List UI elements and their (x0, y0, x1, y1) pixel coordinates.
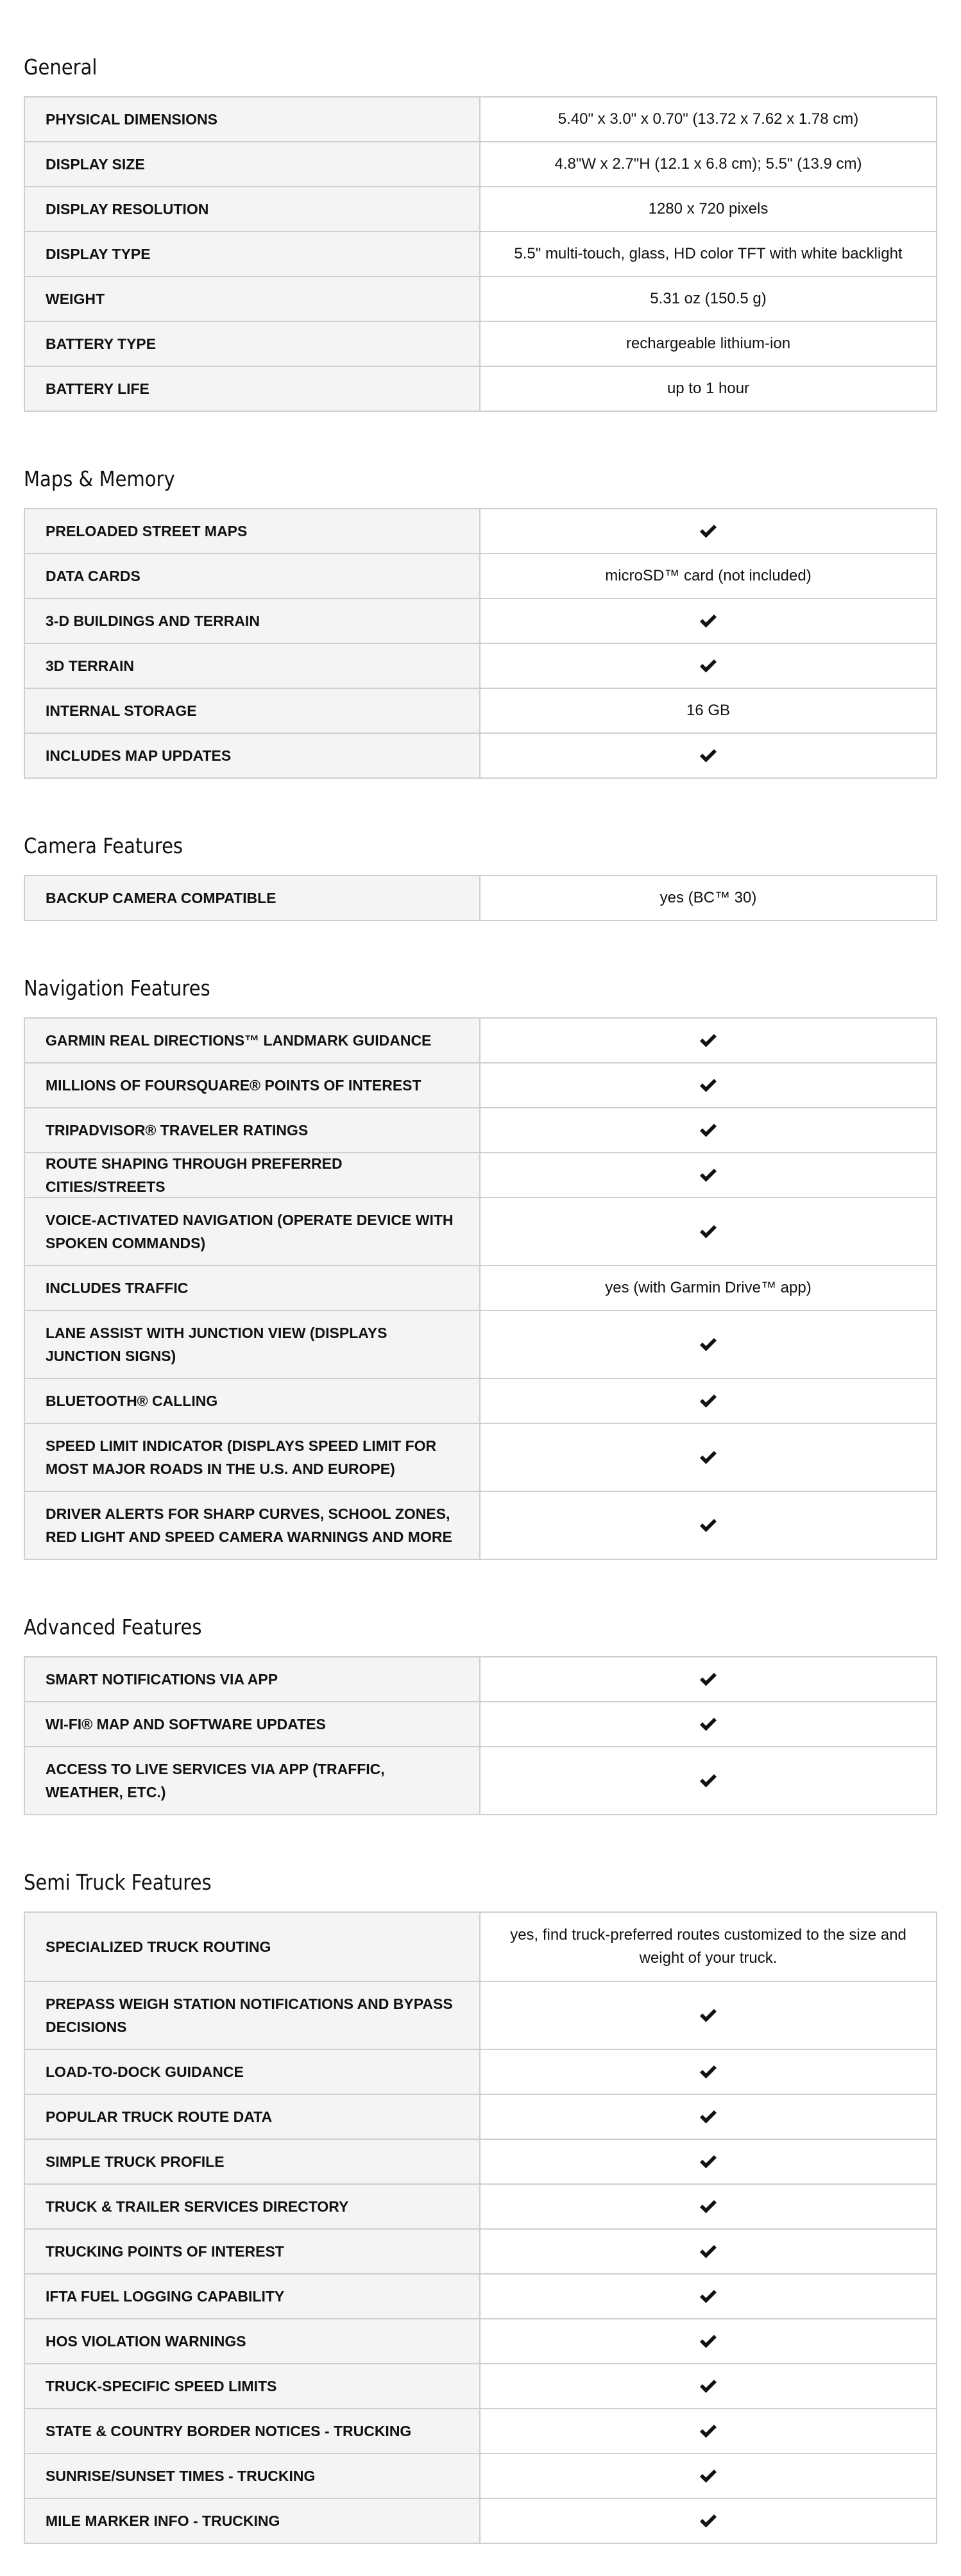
check-icon (699, 1168, 717, 1182)
spec-label: TRUCK-SPECIFIC SPEED LIMITS (25, 2364, 480, 2408)
spec-value: 5.5" multi-touch, glass, HD color TFT with white backlight (514, 245, 903, 262)
spec-row (25, 1746, 936, 1814)
spec-row (25, 2049, 936, 2094)
spec-value: 1280 x 720 pixels (648, 200, 769, 217)
spec-value: rechargeable lithium-ion (625, 335, 791, 352)
check-icon (699, 2199, 717, 2214)
section-advanced-features (24, 1598, 937, 1815)
section-title: Semi Truck Features (24, 1870, 212, 1895)
spec-value: 16 GB (686, 702, 731, 719)
spec-row (25, 2453, 936, 2498)
check-icon (699, 524, 717, 538)
spec-label: BLUETOOTH® CALLING (25, 1379, 480, 1423)
spec-value (480, 2275, 936, 2318)
spec-label: TRIPADVISOR® TRAVELER RATINGS (25, 1108, 480, 1152)
spec-label: SMART NOTIFICATIONS VIA APP (25, 1657, 480, 1701)
spec-label: 3D TERRAIN (25, 644, 480, 688)
check-icon (699, 2244, 717, 2258)
spec-label: DISPLAY RESOLUTION (25, 187, 480, 231)
spec-value (480, 1747, 936, 1814)
spec-label: LANE ASSIST WITH JUNCTION VIEW (DISPLAYS JUNCTION SIGNS) (25, 1311, 480, 1378)
spec-table (24, 1017, 937, 1560)
spec-row (25, 97, 936, 141)
spec-label: DATA CARDS (25, 554, 480, 598)
spec-label: MILE MARKER INFO - TRUCKING (25, 2499, 480, 2543)
spec-row (25, 1152, 936, 1197)
spec-row (25, 2228, 936, 2273)
spec-table (24, 96, 937, 412)
spec-row (25, 1265, 936, 1310)
spec-value (480, 2499, 936, 2543)
spec-value: yes, find truck-preferred routes customized to the size and weight of your truck. (510, 1926, 906, 1967)
spec-label: DRIVER ALERTS FOR SHARP CURVES, SCHOOL ZONES, RED LIGHT AND SPEED CAMERA WARNINGS AND MORE (25, 1492, 480, 1559)
spec-row (25, 2498, 936, 2543)
spec-value (480, 1657, 936, 1701)
spec-label: POPULAR TRUCK ROUTE DATA (25, 2095, 480, 2139)
check-icon (699, 2334, 717, 2348)
spec-value (480, 2095, 936, 2139)
spec-row (25, 2408, 936, 2453)
spec-value (480, 2230, 936, 2273)
section-camera-features (24, 817, 937, 921)
spec-value (480, 2364, 936, 2408)
spec-row (25, 2139, 936, 2183)
spec-value (480, 509, 936, 553)
spec-value (480, 1982, 936, 2049)
spec-value (480, 1311, 936, 1378)
spec-value (480, 2409, 936, 2453)
spec-label: TRUCKING POINTS OF INTEREST (25, 2230, 480, 2273)
spec-row (25, 321, 936, 366)
spec-label: SIMPLE TRUCK PROFILE (25, 2140, 480, 2183)
spec-value (480, 1198, 936, 1265)
check-icon (699, 1224, 717, 1239)
check-icon (699, 1450, 717, 1464)
spec-label: SPECIALIZED TRUCK ROUTING (25, 1913, 480, 1981)
spec-row (25, 876, 936, 920)
check-icon (699, 2008, 717, 2022)
spec-row (25, 2363, 936, 2408)
spec-label: IFTA FUEL LOGGING CAPABILITY (25, 2275, 480, 2318)
spec-row (25, 2318, 936, 2363)
spec-value: 5.31 oz (150.5 g) (650, 290, 767, 307)
spec-value (480, 2319, 936, 2363)
spec-label: BATTERY LIFE (25, 367, 480, 411)
check-icon (699, 2155, 717, 2169)
spec-value: up to 1 hour (667, 380, 750, 397)
spec-value (480, 599, 936, 643)
spec-label: WEIGHT (25, 277, 480, 321)
spec-row (25, 2273, 936, 2318)
check-icon (699, 1033, 717, 1047)
spec-label: WI-FI® MAP AND SOFTWARE UPDATES (25, 1702, 480, 1746)
spec-row (25, 1378, 936, 1423)
spec-label: INCLUDES TRAFFIC (25, 1266, 480, 1310)
spec-row (25, 1657, 936, 1701)
check-icon (699, 2110, 717, 2124)
spec-table (24, 1656, 937, 1815)
check-icon (699, 1337, 717, 1352)
spec-label: PREPASS WEIGH STATION NOTIFICATIONS AND BYPASS DECISIONS (25, 1982, 480, 2049)
section-title: General (24, 55, 98, 80)
spec-value: yes (with Garmin Drive™ app) (605, 1279, 812, 1296)
check-icon (699, 2289, 717, 2303)
spec-row (25, 1062, 936, 1107)
spec-value (480, 1702, 936, 1746)
check-icon (699, 2424, 717, 2438)
spec-table (24, 1911, 937, 2544)
check-icon (699, 2514, 717, 2528)
spec-row (25, 141, 936, 186)
spec-row (25, 1491, 936, 1559)
spec-row (25, 1981, 936, 2049)
spec-value (480, 1108, 936, 1152)
check-icon (699, 2065, 717, 2079)
spec-label: ROUTE SHAPING THROUGH PREFERRED CITIES/STREETS (25, 1153, 480, 1197)
check-icon (699, 1774, 717, 1788)
spec-label: INCLUDES MAP UPDATES (25, 734, 480, 777)
spec-label: ACCESS TO LIVE SERVICES VIA APP (TRAFFIC, WEATHER, ETC.) (25, 1747, 480, 1814)
check-icon (699, 614, 717, 628)
spec-value (480, 2185, 936, 2228)
spec-label: LOAD-TO-DOCK GUIDANCE (25, 2050, 480, 2094)
spec-label: HOS VIOLATION WARNINGS (25, 2319, 480, 2363)
spec-row (25, 598, 936, 643)
spec-label: BATTERY TYPE (25, 322, 480, 366)
section-semi-truck-features (24, 1854, 937, 2544)
spec-label: MILLIONS OF FOURSQUARE® POINTS OF INTEREST (25, 1063, 480, 1107)
spec-row (25, 2094, 936, 2139)
spec-value (480, 2050, 936, 2094)
spec-value (480, 1063, 936, 1107)
check-icon (699, 1123, 717, 1137)
check-icon (699, 749, 717, 763)
spec-label: SUNRISE/SUNSET TIMES - TRUCKING (25, 2454, 480, 2498)
spec-row (25, 1019, 936, 1062)
spec-value (480, 1492, 936, 1559)
spec-value: 5.40" x 3.0" x 0.70" (13.72 x 7.62 x 1.78 cm) (557, 110, 859, 128)
section-maps-memory (24, 450, 937, 779)
spec-value: 4.8"W x 2.7"H (12.1 x 6.8 cm); 5.5" (13.9 cm) (554, 155, 862, 173)
spec-value: microSD™ card (not included) (605, 567, 812, 584)
spec-row (25, 1107, 936, 1152)
spec-label: INTERNAL STORAGE (25, 689, 480, 733)
check-icon (699, 1672, 717, 1686)
spec-label: DISPLAY TYPE (25, 232, 480, 276)
spec-row (25, 1913, 936, 1981)
spec-label: GARMIN REAL DIRECTIONS™ LANDMARK GUIDANCE (25, 1019, 480, 1062)
spec-row (25, 553, 936, 598)
section-title: Navigation Features (24, 976, 210, 1001)
spec-value: yes (BC™ 30) (659, 889, 757, 906)
spec-value (480, 1424, 936, 1491)
check-icon (699, 2379, 717, 2393)
spec-row (25, 231, 936, 276)
spec-label: STATE & COUNTRY BORDER NOTICES - TRUCKING (25, 2409, 480, 2453)
section-navigation-features (24, 960, 937, 1560)
spec-label: TRUCK & TRAILER SERVICES DIRECTORY (25, 2185, 480, 2228)
spec-value (480, 1153, 936, 1197)
section-title: Camera Features (24, 833, 183, 858)
spec-label: 3-D BUILDINGS AND TERRAIN (25, 599, 480, 643)
spec-row (25, 276, 936, 321)
check-icon (699, 1078, 717, 1092)
spec-value (480, 2454, 936, 2498)
spec-value (480, 1019, 936, 1062)
spec-sections (0, 38, 961, 2544)
spec-label: PHYSICAL DIMENSIONS (25, 97, 480, 141)
spec-row (25, 1310, 936, 1378)
spec-label: SPEED LIMIT INDICATOR (DISPLAYS SPEED LIMIT FOR MOST MAJOR ROADS IN THE U.S. AND EUROPE) (25, 1424, 480, 1491)
check-icon (699, 659, 717, 673)
spec-row (25, 1701, 936, 1746)
spec-value (480, 1379, 936, 1423)
section-title: Advanced Features (24, 1614, 202, 1640)
spec-label: BACKUP CAMERA COMPATIBLE (25, 876, 480, 920)
spec-label: DISPLAY SIZE (25, 142, 480, 186)
spec-table (24, 508, 937, 779)
spec-value (480, 734, 936, 777)
check-icon (699, 1717, 717, 1731)
check-icon (699, 1518, 717, 1532)
spec-row (25, 509, 936, 553)
section-general (24, 38, 937, 412)
spec-value (480, 2140, 936, 2183)
spec-row (25, 643, 936, 688)
spec-row (25, 733, 936, 777)
spec-row (25, 2183, 936, 2228)
spec-label: VOICE-ACTIVATED NAVIGATION (OPERATE DEVICE WITH SPOKEN COMMANDS) (25, 1198, 480, 1265)
spec-label: PRELOADED STREET MAPS (25, 509, 480, 553)
spec-row (25, 366, 936, 411)
spec-row (25, 1197, 936, 1265)
spec-row (25, 1423, 936, 1491)
check-icon (699, 1394, 717, 1408)
spec-page (0, 38, 961, 2576)
spec-row (25, 688, 936, 733)
spec-value (480, 644, 936, 688)
section-title: Maps & Memory (24, 466, 175, 491)
spec-table (24, 875, 937, 921)
check-icon (699, 2469, 717, 2483)
spec-row (25, 186, 936, 231)
